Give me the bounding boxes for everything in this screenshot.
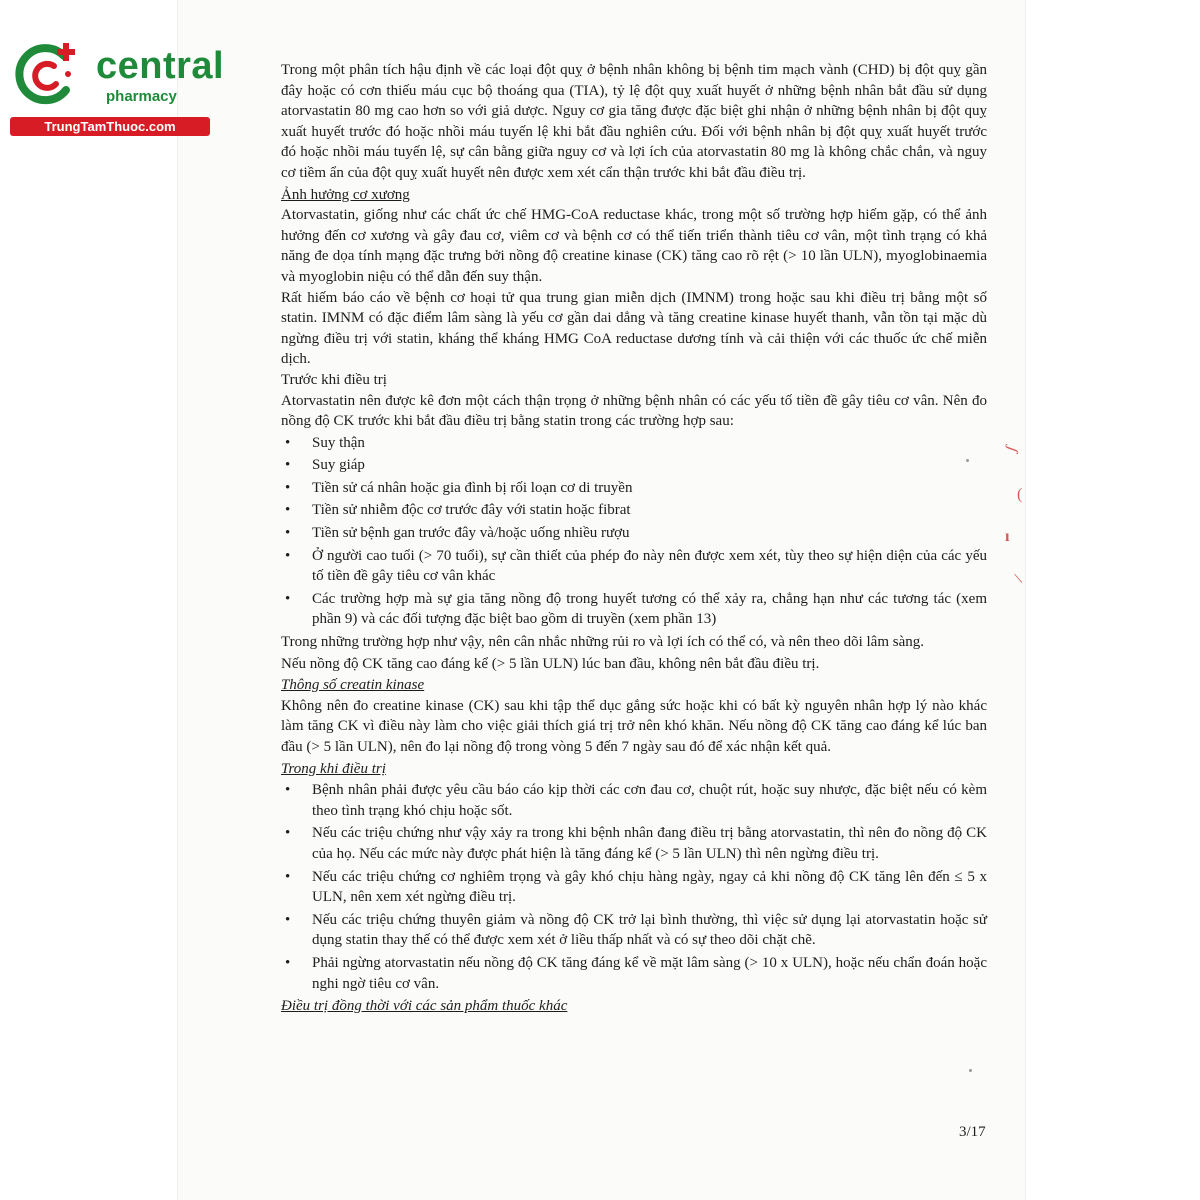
list-item-text: Các trường hợp mà sự gia tăng nồng độ trong huyết tương có thể xảy ra, chẳng hạn như các tương tác (xem phần 9) và các đối tượng đặc biệt bao gồm di truyền (xem phần 13) [312,590,987,628]
pharmacy-logo-icon [10,38,82,110]
stamp-mark: ʃ ( ı / [1002,443,1028,585]
document-body [281,60,987,1017]
intro-paragraph: Trong một phân tích hậu định về các loại đột quỵ ở bệnh nhân không bị bệnh tim mạch vành (CHD) bị đột quỵ gần đây hoặc có cơn thiếu máu cục bộ thoáng qua (TIA), tỷ lệ đột quỵ xuất huyết ở những bệnh nhân bắt đầu sử dụng atorvastatin 80 mg cao hơn so với giả dược. Nguy cơ gia tăng được đặc biệt ghi nhận ở những bệnh nhân bị đột quỵ xuất huyết trước đó hoặc nhồi máu tuyến lệ khi bắt đầu nghiên cứu. Đối với bệnh nhân bị đột quỵ xuất huyết trước đó hoặc nhồi máu tuyến lệ, sự cân bằng giữa nguy cơ và lợi ích của atorvastatin 80 mg là không chắc chắn, và nguy cơ tiềm ẩn của đột quỵ xuất huyết nên được xem xét cẩn thận trước khi bắt đầu điều trị. [281,62,987,181]
bullet-icon: • [285,457,291,474]
heading-before-treatment: Trước khi điều trị [281,371,387,388]
before-treatment-paragraph: Atorvastatin nên được kê đơn một cách thận trọng ở những bệnh nhân có các yếu tố tiền đề gây tiêu cơ vân. Nên đo nồng độ CK trước khi bắt đầu điều trị bằng statin trong các trường hợp sau: [281,392,987,430]
heading-ck-measurement-text: Thông số creatin kinase [281,677,425,694]
bullet-icon: • [285,825,291,842]
list-item [281,433,987,454]
list-item [281,500,987,521]
bullet-icon: • [285,502,291,519]
heading-during-treatment-text: Trong khi điều trị [281,760,386,777]
logo-subname: pharmacy [106,88,177,105]
list-item [281,867,987,908]
heading-concurrent-treatment-text: Điều trị đồng thời với các sản phẩm thuốc khác [281,998,568,1015]
heading-muscle-effects [281,185,987,206]
list-item-text: Ở người cao tuổi (> 70 tuổi), sự cần thiết của phép đo này nên được xem xét, tùy theo sự hiện diện của các yếu tố tiền đề gây tiêu cơ vân khác [312,547,987,585]
bullet-icon: • [285,479,291,496]
muscle-paragraph-2: Rất hiếm báo cáo về bệnh cơ hoại tử qua trung gian miễn dịch (IMNM) trong hoặc sau khi điều trị bằng một số statin. IMNM có đặc điểm lâm sàng là yếu cơ gần dai dẳng và tăng creatine kinase huyết thanh, vẫn tồn tại mặc dù ngừng điều trị với statin, kháng thể kháng HMG CoA reductase dương tính và cải thiện với các thuốc ức chế miễn dịch. [281,289,987,368]
list-item-text: Phải ngừng atorvastatin nếu nồng độ CK tăng đáng kể về mặt lâm sàng (> 10 x ULN), hoặc nếu chẩn đoán hoặc nghi ngờ tiêu cơ vân. [312,954,987,992]
list-item-text: Nếu các triệu chứng thuyên giảm và nồng độ CK trở lại bình thường, thì việc sử dụng lại atorvastatin hoặc sử dụng statin thay thế có thể được xem xét ở liều thấp nhất và có sự theo dõi chặt chẽ. [312,911,987,949]
list-item [281,455,987,476]
no-initiation-paragraph: Nếu nồng độ CK tăng cao đáng kể (> 5 lần ULN) lúc ban đầu, không nên bắt đầu điều trị. [281,655,820,672]
list-item [281,546,987,587]
list-item-text: Tiền sử nhiễm độc cơ trước đây với statin hoặc fibrat [312,502,631,519]
before-treatment-list [281,433,987,630]
list-item [281,953,987,994]
muscle-paragraph-1: Atorvastatin, giống như các chất ức chế HMG-CoA reductase khác, trong một số trường hợp hiếm gặp, có thể ảnh hưởng đến cơ xương và gây đau cơ, viêm cơ và bệnh cơ có thể tiến triển thành tiêu cơ vân, một tình trạng có khả năng đe dọa tính mạng đặc trưng bởi nồng độ creatine kinase (CK) tăng cao rõ rệt (> 10 lần ULN), myoglobinaemia và myoglobin niệu có thể dẫn đến suy thận. [281,207,987,285]
weigh-risks-paragraph: Trong những trường hợp như vậy, nên cân nhắc những rủi ro và lợi ích có thể có, và nên theo dõi lâm sàng. [281,634,924,651]
logo-name: central [96,45,225,87]
bullet-icon: • [285,911,291,928]
heading-concurrent-treatment [281,996,987,1017]
scan-speck [969,1069,972,1072]
list-item [281,589,987,630]
list-item [281,823,987,864]
list-item-text: Tiền sử bệnh gan trước đây và/hoặc uống nhiều rượu [312,525,630,542]
heading-during-treatment [281,759,987,780]
list-item-text: Nếu các triệu chứng như vậy xảy ra trong khi bệnh nhân đang điều trị bằng atorvastatin, thì nên đo nồng độ CK của họ. Nếu các mức này được phát hiện là tăng đáng kể (> 5 lần ULN) thì nên ngừng điều trị. [312,825,987,862]
bullet-icon: • [285,954,291,971]
list-item [281,780,987,821]
central-pharmacy-logo[interactable] [10,38,225,138]
during-treatment-list [281,780,987,994]
scan-speck [966,459,969,462]
bullet-icon: • [285,590,291,607]
heading-ck-measurement [281,675,987,696]
ck-paragraph: Không nên đo creatine kinase (CK) sau khi tập thể dục gắng sức hoặc khi có bất kỳ nguyên nhân hợp lý nào khác làm tăng CK vì điều này làm cho việc giải thích giá trị trở nên khó khăn. Nếu nồng độ CK tăng cao đáng kể lúc ban đầu (> 5 lần ULN), nên đo lại nồng độ trong vòng 5 đến 7 ngày sau đó để xác nhận kết quả. [281,697,987,755]
list-item [281,910,987,951]
list-item-text: Nếu các triệu chứng cơ nghiêm trọng và gây khó chịu hàng ngày, ngay cả khi nồng độ CK tăng lên đến ≤ 5 x ULN, nên xem xét ngừng điều trị. [312,868,987,906]
bullet-icon: • [285,434,291,451]
list-item-text: Suy thận [312,434,365,451]
list-item [281,523,987,544]
bullet-icon: • [285,868,291,885]
bullet-icon: • [285,525,291,542]
list-item-text: Tiền sử cá nhân hoặc gia đình bị rối loạn cơ di truyền [312,479,633,496]
heading-muscle-effects-text: Ảnh hưởng cơ xương [281,186,410,203]
list-item-text: Bệnh nhân phải được yêu cầu báo cáo kịp thời các cơn đau cơ, chuột rút, hoặc suy nhược, đặc biệt nếu có kèm theo tình trạng khó chịu hoặc sốt. [312,782,987,819]
bullet-icon: • [285,782,291,799]
page-number: 3/17 [959,1124,986,1140]
list-item-text: Suy giáp [312,457,365,474]
list-item [281,478,987,499]
bullet-icon: • [285,547,291,564]
logo-site-url[interactable]: TrungTamThuoc.com [10,117,210,136]
